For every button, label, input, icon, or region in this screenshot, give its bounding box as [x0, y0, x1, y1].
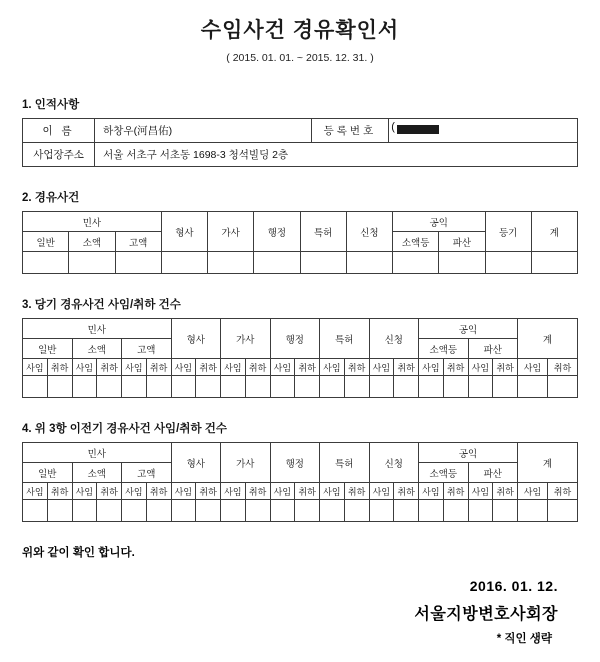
section4-title: 4. 위 3항 이전기 경유사건 사임/취하 건수 — [22, 423, 227, 435]
header-withdraw: 취하 — [146, 359, 171, 376]
header-application: 신청 — [346, 212, 392, 252]
header-total: 계 — [531, 212, 577, 252]
header-resign: 사임 — [270, 483, 295, 500]
header-public: 공익 — [393, 212, 486, 232]
section3-title: 3. 당기 경유사건 사임/취하 건수 — [22, 299, 181, 311]
header-resign: 사임 — [270, 359, 295, 376]
table-header-row — [23, 212, 578, 232]
cell-criminal-withdraw — [196, 376, 221, 398]
redaction-bar — [391, 120, 439, 137]
header-resign: 사임 — [72, 359, 97, 376]
header-civil: 민사 — [23, 443, 172, 463]
cell-admin — [254, 252, 300, 274]
header-total-resign: 사임 — [518, 483, 548, 500]
cell-total-resign — [518, 376, 548, 398]
cell-public-bankruptcy-resign — [468, 376, 493, 398]
cell-admin-resign — [270, 500, 295, 522]
cell-public-small-withdraw — [443, 500, 468, 522]
header-withdraw: 취하 — [245, 483, 270, 500]
table-subheader-row-2 — [23, 359, 578, 376]
header-withdraw: 취하 — [196, 483, 221, 500]
value-name: 하창우(河昌佑) — [95, 119, 311, 143]
header-public-small: 소액등 — [393, 232, 439, 252]
header-withdraw: 취하 — [196, 359, 221, 376]
closing-statement: 위와 같이 확인 합니다. — [22, 547, 135, 559]
header-civil-general: 일반 — [23, 463, 73, 483]
header-resign: 사임 — [72, 483, 97, 500]
header-public-bankruptcy: 파산 — [468, 339, 518, 359]
cell-criminal-resign — [171, 500, 196, 522]
header-withdraw: 취하 — [97, 359, 122, 376]
header-withdraw: 취하 — [394, 359, 419, 376]
header-family: 가사 — [221, 443, 271, 483]
header-civil-small: 소액 — [69, 232, 115, 252]
label-name: 이 름 — [23, 119, 95, 143]
cell-admin-withdraw — [295, 500, 320, 522]
cell-total-resign — [518, 500, 548, 522]
redacted-block — [397, 125, 439, 134]
cell-total — [531, 252, 577, 274]
header-resign: 사임 — [419, 359, 444, 376]
cell-civil-general — [23, 252, 69, 274]
cell-registration — [485, 252, 531, 274]
cell-total-withdraw — [547, 500, 577, 522]
header-withdraw: 취하 — [344, 483, 369, 500]
header-registration: 등기 — [485, 212, 531, 252]
header-withdraw: 취하 — [146, 483, 171, 500]
header-civil-large: 고액 — [115, 232, 161, 252]
header-public-bankruptcy: 파산 — [468, 463, 518, 483]
header-criminal: 형사 — [161, 212, 207, 252]
header-withdraw: 취하 — [295, 483, 320, 500]
header-withdraw: 취하 — [493, 483, 518, 500]
current-resign-withdraw-table — [22, 318, 578, 398]
cell-family-resign — [221, 376, 246, 398]
header-civil-general: 일반 — [23, 232, 69, 252]
cell-criminal — [161, 252, 207, 274]
cell-civil-small-withdraw — [97, 376, 122, 398]
header-public-bankruptcy: 파산 — [439, 232, 485, 252]
cell-civil-large-withdraw — [146, 500, 171, 522]
cell-patent — [300, 252, 346, 274]
cell-public-small-resign — [419, 500, 444, 522]
header-public-small: 소액등 — [419, 463, 469, 483]
cell-application — [346, 252, 392, 274]
header-resign: 사임 — [320, 359, 345, 376]
header-resign: 사임 — [23, 483, 48, 500]
header-civil-small: 소액 — [72, 339, 122, 359]
cell-family-withdraw — [245, 500, 270, 522]
header-application: 신청 — [369, 443, 419, 483]
section-referred-cases — [22, 189, 578, 274]
header-withdraw: 취하 — [394, 483, 419, 500]
cell-total-withdraw — [547, 376, 577, 398]
cell-civil-large-withdraw — [146, 376, 171, 398]
document-period: ( 2015. 01. 01. ~ 2015. 12. 31. ) — [226, 52, 374, 64]
cell-public-bankruptcy-withdraw — [493, 376, 518, 398]
cell-public-small — [393, 252, 439, 274]
header-resign: 사임 — [320, 483, 345, 500]
value-address: 서울 서초구 서초동 1698-3 청석빌딩 2층 — [95, 143, 578, 167]
cell-public-bankruptcy-resign — [468, 500, 493, 522]
cell-admin-resign — [270, 376, 295, 398]
label-registration-number: 등록번호 — [311, 119, 389, 143]
header-patent: 특허 — [320, 443, 370, 483]
cell-criminal-resign — [171, 376, 196, 398]
header-civil: 민사 — [23, 212, 162, 232]
header-family: 가사 — [208, 212, 254, 252]
header-resign: 사임 — [369, 359, 394, 376]
cell-application-resign — [369, 376, 394, 398]
header-withdraw: 취하 — [47, 483, 72, 500]
header-withdraw: 취하 — [344, 359, 369, 376]
header-total: 계 — [518, 319, 578, 359]
header-admin: 행정 — [270, 443, 320, 483]
header-resign: 사임 — [221, 359, 246, 376]
signature-block — [0, 578, 600, 646]
header-admin: 행정 — [270, 319, 320, 359]
header-resign: 사임 — [171, 359, 196, 376]
cell-civil-general-resign — [23, 376, 48, 398]
cell-civil-large — [115, 252, 161, 274]
cell-civil-general-withdraw — [47, 500, 72, 522]
header-withdraw: 취하 — [245, 359, 270, 376]
header-withdraw: 취하 — [47, 359, 72, 376]
header-civil-large: 고액 — [122, 463, 172, 483]
personal-info-table — [22, 118, 578, 167]
value-registration-number — [389, 119, 578, 143]
page-title: 수임사건 경유확인서 — [200, 19, 400, 42]
redaction-mark: ( — [391, 120, 395, 133]
header-resign: 사임 — [468, 359, 493, 376]
cell-family-resign — [221, 500, 246, 522]
cell-patent-withdraw — [344, 376, 369, 398]
header-civil-small: 소액 — [72, 463, 122, 483]
previous-resign-withdraw-table — [22, 442, 578, 522]
cell-family — [208, 252, 254, 274]
header-application: 신청 — [369, 319, 419, 359]
header-total: 계 — [518, 443, 578, 483]
header-civil-large: 고액 — [122, 339, 172, 359]
section-previous-resign-withdraw — [22, 420, 578, 522]
header-resign: 사임 — [221, 483, 246, 500]
header-withdraw: 취하 — [443, 359, 468, 376]
table-header-row — [23, 443, 578, 463]
header-patent: 특허 — [300, 212, 346, 252]
cell-public-small-withdraw — [443, 376, 468, 398]
section-personal-info — [22, 96, 578, 167]
cell-public-bankruptcy — [439, 252, 485, 274]
cell-family-withdraw — [245, 376, 270, 398]
cell-civil-small-resign — [72, 500, 97, 522]
table-header-row — [23, 319, 578, 339]
header-resign: 사임 — [468, 483, 493, 500]
cell-civil-general-withdraw — [47, 376, 72, 398]
header-resign: 사임 — [171, 483, 196, 500]
header-resign: 사임 — [122, 483, 147, 500]
header-criminal: 형사 — [171, 443, 221, 483]
cell-criminal-withdraw — [196, 500, 221, 522]
header-civil-general: 일반 — [23, 339, 73, 359]
signature-date: 2016. 01. 12. — [469, 578, 558, 594]
header-resign: 사임 — [419, 483, 444, 500]
header-resign: 사임 — [23, 359, 48, 376]
label-address: 사업장주소 — [23, 143, 95, 167]
header-admin: 행정 — [254, 212, 300, 252]
cell-application-resign — [369, 500, 394, 522]
cell-application-withdraw — [394, 500, 419, 522]
document-page — [0, 14, 600, 662]
cell-patent-resign — [320, 376, 345, 398]
header-civil: 민사 — [23, 319, 172, 339]
cell-patent-withdraw — [344, 500, 369, 522]
header-withdraw: 취하 — [295, 359, 320, 376]
header-withdraw: 취하 — [97, 483, 122, 500]
table-row — [23, 143, 578, 167]
section1-title: 1. 인적사항 — [22, 99, 80, 111]
header-public-small: 소액등 — [419, 339, 469, 359]
section2-title: 2. 경유사건 — [22, 192, 80, 204]
header-resign: 사임 — [369, 483, 394, 500]
cell-civil-large-resign — [122, 376, 147, 398]
header-withdraw: 취하 — [493, 359, 518, 376]
header-patent: 특허 — [320, 319, 370, 359]
cell-civil-large-resign — [122, 500, 147, 522]
seal-omitted-note: * 직인 생략 — [496, 633, 552, 645]
table-row — [23, 376, 578, 398]
cell-admin-withdraw — [295, 376, 320, 398]
cell-civil-small-withdraw — [97, 500, 122, 522]
header-family: 가사 — [221, 319, 271, 359]
header-criminal: 형사 — [171, 319, 221, 359]
cell-civil-small — [69, 252, 115, 274]
cell-public-bankruptcy-withdraw — [493, 500, 518, 522]
header-total-withdraw: 취하 — [547, 359, 577, 376]
header-total-resign: 사임 — [518, 359, 548, 376]
cell-civil-small-resign — [72, 376, 97, 398]
table-row — [23, 252, 578, 274]
referred-cases-table — [22, 211, 578, 274]
table-row — [23, 119, 578, 143]
cell-civil-general-resign — [23, 500, 48, 522]
header-resign: 사임 — [122, 359, 147, 376]
section-current-resign-withdraw — [22, 296, 578, 398]
cell-application-withdraw — [394, 376, 419, 398]
header-withdraw: 취하 — [443, 483, 468, 500]
header-public: 공익 — [419, 443, 518, 463]
cell-public-small-resign — [419, 376, 444, 398]
header-public: 공익 — [419, 319, 518, 339]
header-total-withdraw: 취하 — [547, 483, 577, 500]
cell-patent-resign — [320, 500, 345, 522]
signature-organization: 서울지방변호사회장 — [414, 606, 558, 623]
table-subheader-row-2 — [23, 483, 578, 500]
table-row — [23, 500, 578, 522]
